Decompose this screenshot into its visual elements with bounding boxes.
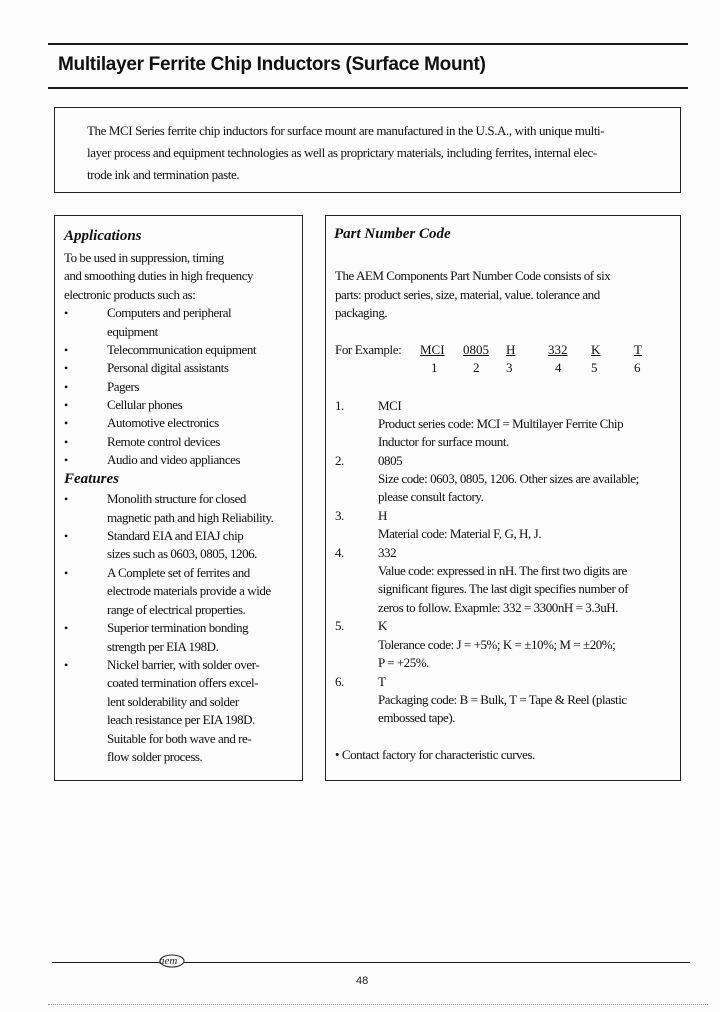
example-label: For Example:	[335, 342, 402, 357]
feature-item-cont: magnetic path and high Reliability.	[107, 510, 274, 525]
entry-desc: Value code: expressed in nH. The first two digits are	[378, 563, 627, 578]
intro-box	[54, 107, 681, 193]
feature-item-cont: lent solderability and solder	[107, 694, 239, 709]
entry-desc: Product series code: MCI = Multilayer Ferrite Chip	[378, 416, 624, 431]
application-item: Computers and peripheral	[107, 305, 232, 320]
application-item: Pagers	[107, 379, 139, 394]
intro-line: The MCI Series ferrite chip inductors for surface mount are manufactured in the U.S.A., with unique multi-	[87, 123, 605, 138]
logo-text: aem	[159, 955, 178, 967]
entry-desc: Material code: Material F, G, H, J.	[378, 526, 541, 541]
bullet-icon: •	[64, 343, 69, 357]
bullet-icon: •	[64, 435, 69, 449]
feature-item-cont: range of electrical properties.	[107, 602, 246, 617]
entry-code: T	[378, 674, 386, 689]
contact-note: • Contact factory for characteristic curves.	[335, 747, 535, 762]
applications-intro-line: To be used in suppression, timing	[64, 250, 224, 265]
example-code-packaging: T	[634, 342, 642, 357]
bullet-icon: •	[64, 529, 69, 543]
entry-number: 6.	[335, 674, 344, 689]
bullet-icon: •	[64, 621, 69, 635]
feature-item-cont: electrode materials provide a wide	[107, 583, 271, 598]
bottom-dotted-rule	[48, 1004, 708, 1005]
entry-desc: please consult factory.	[378, 489, 484, 504]
page-title: Multilayer Ferrite Chip Inductors (Surface Mount)	[58, 54, 486, 75]
part-number-intro-line: The AEM Components Part Number Code consists of six	[335, 268, 611, 283]
part-number-intro-line: packaging.	[335, 305, 388, 320]
entry-number: 3.	[335, 508, 344, 523]
bullet-icon: •	[64, 398, 69, 412]
example-code-value: 332	[548, 342, 568, 357]
top-rule	[48, 43, 688, 45]
page-number: 48	[356, 975, 369, 987]
entry-number: 1.	[335, 398, 344, 413]
applications-intro-line: and smoothing duties in high frequency	[64, 268, 254, 283]
entry-number: 2.	[335, 453, 344, 468]
application-item-cont: equipment	[107, 324, 158, 339]
entry-desc: significant figures. The last digit specifies number of	[378, 581, 629, 596]
bullet-icon: •	[64, 453, 69, 467]
applications-features-box	[54, 215, 303, 781]
example-index: 2	[473, 360, 480, 375]
bullet-icon: •	[64, 566, 69, 580]
entry-desc: Inductor for surface mount.	[378, 434, 509, 449]
feature-item-cont: sizes such as 0603, 0805, 1206.	[107, 546, 257, 561]
part-number-box	[325, 215, 681, 781]
applications-intro-line: electronic products such as:	[64, 287, 196, 302]
example-code-material: H	[506, 342, 516, 357]
feature-item-cont: leach resistance per EIA 198D.	[107, 712, 255, 727]
feature-item-cont: flow solder process.	[107, 749, 203, 764]
entry-number: 4.	[335, 545, 344, 560]
part-number-heading: Part Number Code	[334, 226, 451, 242]
feature-item-cont: strength per EIA 198D.	[107, 639, 219, 654]
entry-desc: Packaging code: B = Bulk, T = Tape & Reel (plastic	[378, 692, 627, 707]
application-item: Cellular phones	[107, 397, 183, 412]
entry-number: 5.	[335, 618, 344, 633]
entry-code: 332	[378, 545, 397, 560]
example-index: 4	[555, 360, 562, 375]
features-heading: Features	[64, 471, 120, 487]
part-number-intro-line: parts: product series, size, material, value. tolerance and	[335, 287, 600, 302]
entry-desc: Tolerance code: J = +5%; K = ±10%; M = ±20%;	[378, 637, 616, 652]
feature-item-cont: Suitable for both wave and re-	[107, 731, 252, 746]
entry-desc: zeros to follow. Exapmle: 332 = 3300nH = 3.3uH.	[378, 600, 618, 615]
example-code-tolerance: K	[591, 342, 601, 357]
entry-desc: embossed tape).	[378, 710, 456, 725]
entry-code: H	[378, 508, 387, 523]
feature-item: Monolith structure for closed	[107, 491, 246, 506]
bullet-icon: •	[64, 416, 69, 430]
bullet-icon: •	[64, 306, 69, 320]
feature-item: Nickel barrier, with solder over-	[107, 657, 260, 672]
bullet-icon: •	[64, 380, 69, 394]
example-index: 1	[431, 360, 438, 375]
footer-rule	[52, 962, 690, 963]
example-code-series: MCI	[420, 342, 445, 357]
feature-item-cont: coated termination offers excel-	[107, 675, 259, 690]
bullet-icon: •	[64, 361, 69, 375]
feature-item: Standard EIA and EIAJ chip	[107, 528, 244, 543]
application-item: Telecommunication equipment	[107, 342, 257, 357]
feature-item: A Complete set of ferrites and	[107, 565, 250, 580]
intro-line: trode ink and termination paste.	[87, 167, 240, 182]
feature-item: Superior termination bonding	[107, 620, 249, 635]
example-index: 5	[591, 360, 598, 375]
entry-desc: P = +25%.	[378, 655, 429, 670]
aem-logo	[150, 948, 190, 970]
application-item: Personal digital assistants	[107, 360, 229, 375]
application-item: Automotive electronics	[107, 415, 219, 430]
entry-desc: Size code: 0603, 0805, 1206. Other sizes are available;	[378, 471, 639, 486]
entry-code: 0805	[378, 453, 403, 468]
title-underline	[48, 87, 688, 89]
example-index: 6	[634, 360, 641, 375]
entry-code: K	[378, 618, 387, 633]
applications-heading: Applications	[64, 228, 142, 244]
application-item: Audio and video appliances	[107, 452, 241, 467]
entry-code: MCI	[378, 398, 402, 413]
example-code-size: 0805	[463, 342, 489, 357]
bullet-icon: •	[64, 492, 69, 506]
intro-text	[87, 120, 647, 186]
application-item: Remote control devices	[107, 434, 220, 449]
example-index: 3	[506, 360, 513, 375]
intro-line: layer process and equipment technologies as well as proprictary materials, including ferrites, internal elec-	[87, 145, 597, 160]
bullet-icon: •	[64, 658, 69, 672]
